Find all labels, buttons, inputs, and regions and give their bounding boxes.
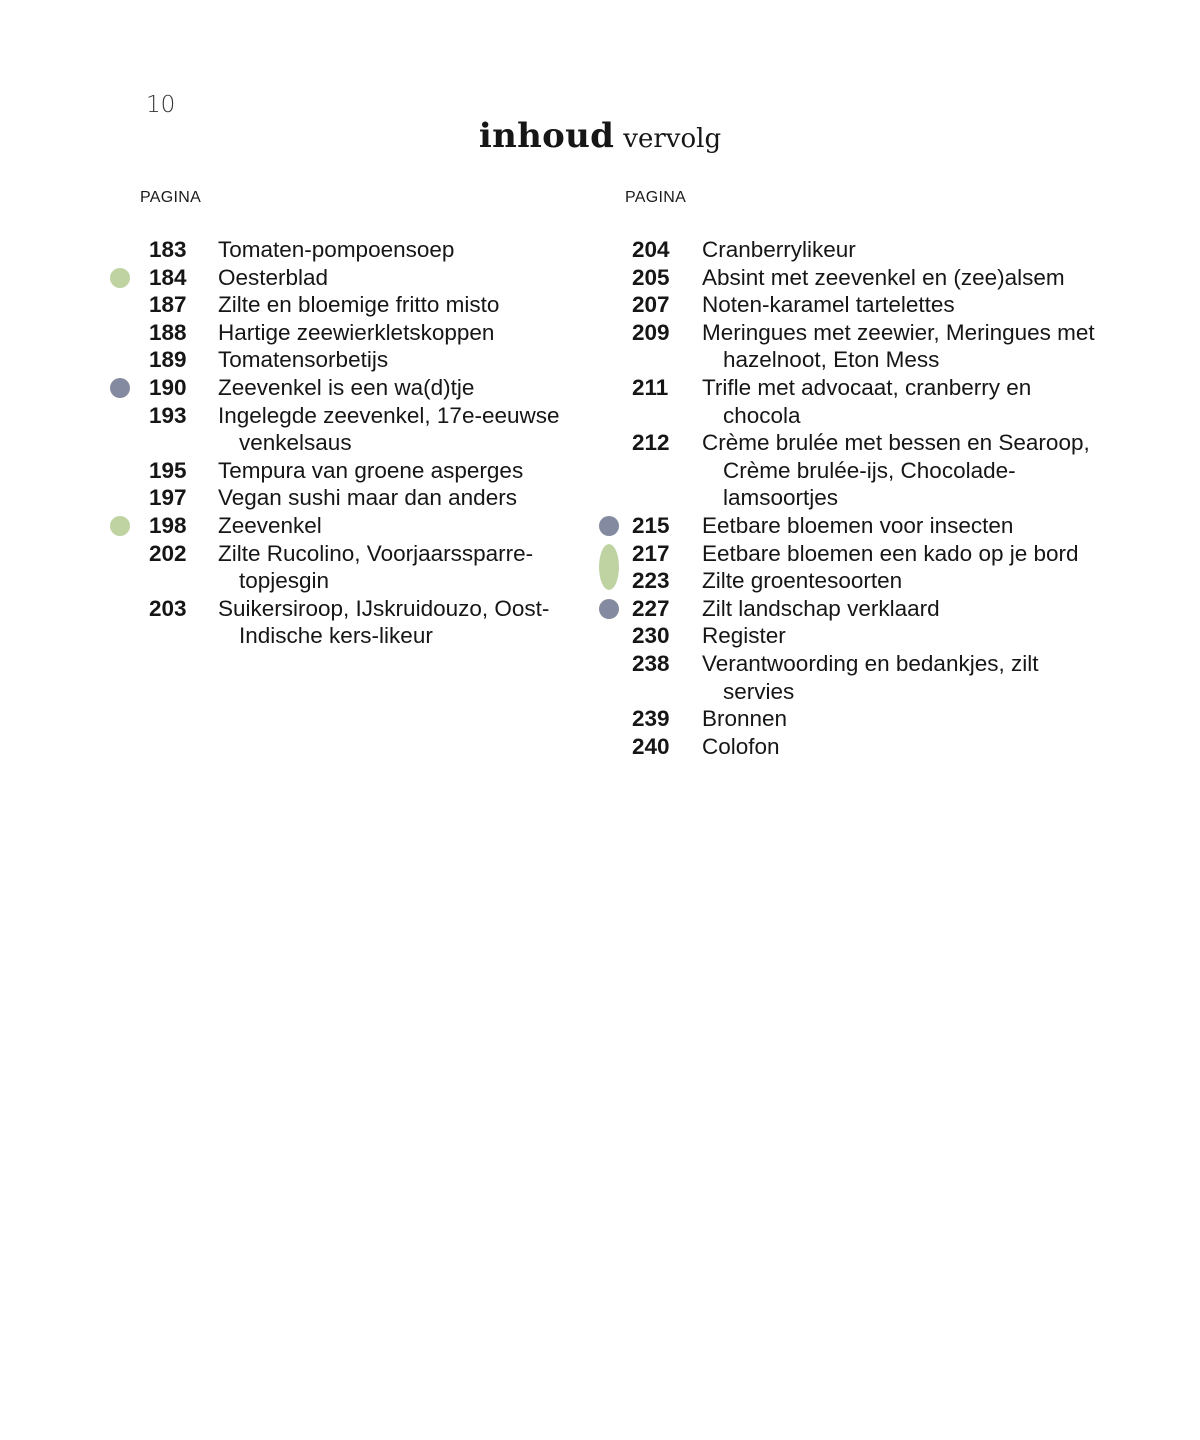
toc-entry-title: Eetbare bloemen voor insecten [702,512,1014,538]
toc-entry[interactable] [632,705,1107,733]
toc-entry-title: Register [702,623,786,649]
toc-entry[interactable] [632,291,1107,319]
toc-page-number: 227 [632,595,670,621]
toc-entry[interactable] [149,484,589,512]
toc-entry[interactable] [149,457,589,485]
toc-page-number: 205 [632,264,670,290]
toc-entry[interactable] [149,512,589,540]
toc-entry-title: Trifle met advocaat, cranberry en chocola [702,374,1032,428]
toc-entry[interactable] [632,374,1107,429]
toc-page-number: 183 [149,237,187,262]
toc-entry[interactable] [632,733,1107,761]
toc-entry[interactable] [149,291,589,319]
toc-entry[interactable] [149,264,589,292]
toc-entry[interactable] [632,622,1107,650]
toc-page-number: 190 [149,374,187,400]
toc-column-right [632,236,1107,760]
section-marker-dot [599,544,619,590]
toc-page-number: 223 [632,568,670,594]
toc-page-number: 217 [632,540,670,566]
toc-entry-title: Zeevenkel is een wa(d)tje [218,374,475,400]
toc-page-number: 230 [632,623,670,649]
toc-page-number: 195 [149,457,187,483]
toc-entry-title: Zilte en bloemige fritto misto [218,292,500,318]
toc-entry[interactable] [149,540,589,595]
toc-entry-title: Vegan sushi maar dan anders [218,485,517,511]
toc-entry-title: Crème brulée met bessen en Searoop, Crème brulée-ijs, Chocolade-lamsoortjes [702,430,1090,511]
toc-entry-title: Zilte groentesoorten [702,568,903,594]
toc-page-number: 187 [149,292,187,318]
toc-entry-title: Tomaten-pompoensoep [218,237,455,262]
toc-entry-title: Tomatensorbetijs [218,347,389,373]
toc-entry[interactable] [149,595,589,650]
toc-page-number: 203 [149,595,187,621]
toc-page-number: 238 [632,650,670,676]
toc-page-number: 204 [632,237,670,262]
toc-page-number: 188 [149,319,187,345]
toc-entry[interactable] [149,402,589,457]
toc-entry-title: Zilte Rucolino, Voorjaarssparre-topjesgin [218,540,534,594]
toc-entry[interactable] [632,429,1107,512]
toc-entry[interactable] [632,319,1107,374]
toc-page-number: 240 [632,733,670,759]
toc-page-number: 212 [632,430,670,456]
toc-entry[interactable] [632,512,1107,540]
toc-entry[interactable] [149,319,589,347]
section-marker-dot [110,268,130,288]
right-column-header: PAGINA [625,189,687,206]
toc-page-number: 209 [632,319,670,345]
toc-page-number: 193 [149,402,187,428]
toc-page-number: 197 [149,485,187,511]
toc-entry-title: Verantwoording en bedankjes, zilt servies [702,650,1039,704]
section-marker-dot [110,516,130,536]
toc-entry[interactable] [149,236,589,264]
toc-entry-title: Meringues met zeewier, Meringues met hazelnoot, Eton Mess [702,319,1095,373]
toc-entry-title: Zilt landschap verklaard [702,595,940,621]
left-column-header: PAGINA [140,189,202,206]
title-main: inhoud [478,116,615,156]
toc-entry-title: Eetbare bloemen een kado op je bord [702,540,1079,566]
toc-entry-title: Tempura van groene asperges [218,457,524,483]
section-marker-dot [599,516,619,536]
toc-entry[interactable] [632,540,1107,568]
toc-page-number: 207 [632,292,670,318]
toc-page-number: 198 [149,512,187,538]
toc-entry[interactable] [632,264,1107,292]
toc-entry-title: Zeevenkel [218,512,322,538]
toc-entry-title: Hartige zeewierkletskoppen [218,319,495,345]
toc-page-number: 202 [149,540,187,566]
toc-page-number: 215 [632,512,670,538]
toc-entry-title: Cranberrylikeur [702,237,856,262]
toc-entry-title: Ingelegde zeevenkel, 17e-eeuwse venkelsaus [218,402,560,456]
page-number: 10 [146,92,176,118]
toc-entry-title: Bronnen [702,706,788,732]
section-marker-dot [110,378,130,398]
title-sub: vervolg [623,124,722,154]
toc-page-number: 184 [149,264,187,290]
toc-entry[interactable] [632,650,1107,705]
toc-entry-title: Oesterblad [218,264,329,290]
toc-entry-title: Absint met zeevenkel en (zee)alsem [702,264,1065,290]
section-marker-dot [599,599,619,619]
toc-page-number: 211 [632,374,669,400]
toc-column-left [149,236,589,650]
toc-page-number: 239 [632,706,670,732]
toc-entry-title: Colofon [702,733,780,759]
toc-entry[interactable] [149,374,589,402]
toc-entry[interactable] [632,595,1107,623]
toc-entry[interactable] [149,346,589,374]
toc-page-number: 189 [149,347,187,373]
toc-entry[interactable] [632,236,1107,264]
page-title [0,116,1200,156]
toc-entry[interactable] [632,567,1107,595]
toc-entry-title: Noten-karamel tartelettes [702,292,955,318]
toc-entry-title: Suikersiroop, IJskruidouzo, Oost-Indische kers-likeur [218,595,550,649]
